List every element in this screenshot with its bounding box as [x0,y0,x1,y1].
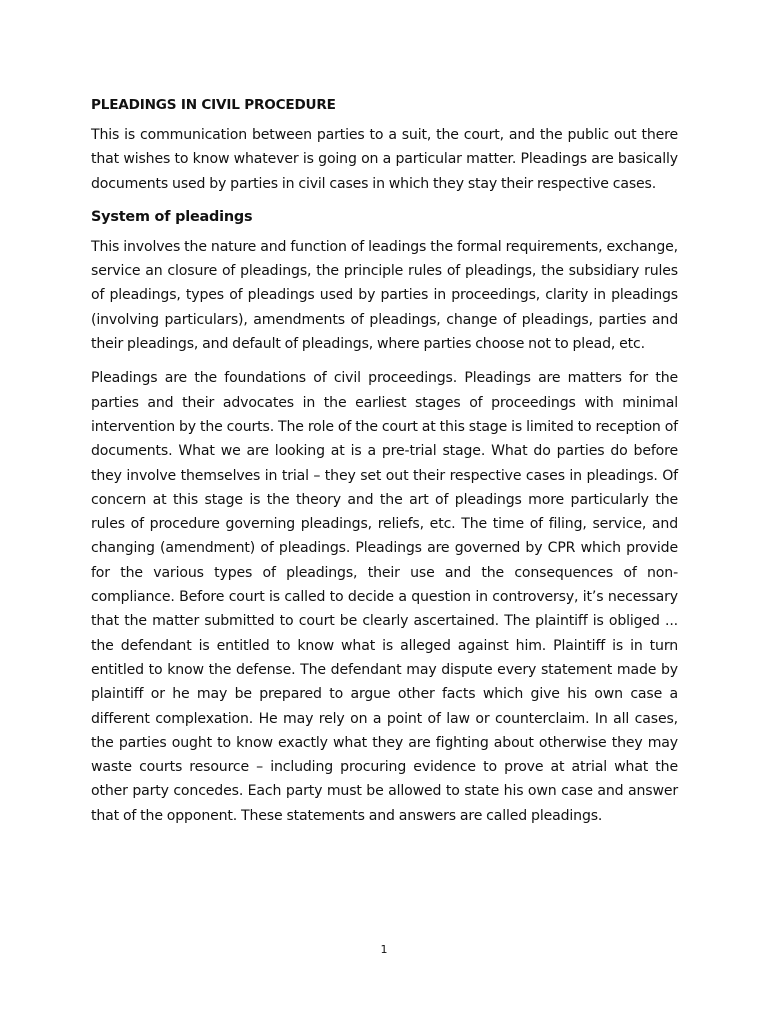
page-number: 1 [380,943,388,956]
document-title: PLEADINGS IN CIVIL PROCEDURE [91,97,336,113]
intro-paragraph: This is communication between parties to a suit, the court, and the public out there that wishes to know whatever is going on a particular matter. Pleadings are basically documents used by parties in civil cases in which they stay their respective cases. [91,127,678,192]
section-paragraph-2: Pleadings are the foundations of civil proceedings. Pleadings are matters for the parties and their advocates in the earliest stages of proceedings with minimal intervention by the courts. The role of the court at this stage is limited to reception of documents. What we are looking at is a pre-trial stage. What do parties do before they involve themselves in trial – they set out their respective cases in pleadings. Of concern at this stage is the theory and the art of pleadings more particularly the rules of procedure governing pleadings, reliefs, etc. The time of filing, service, and changing (amendment) of pleadings. Pleadings are governed by CPR which provide for the various types of pleadings, their use and the consequences of non-compliance. Before court is called to decide a question in controversy, it’s necessary that the matter submitted to court be clearly ascertained. The plaintiff is obliged ... the defendant is entitled to know what is alleged against him. Plaintiff is in turn entitled to know the defense. The defendant may dispute every statement made by plaintiff or he may be prepared to argue other facts which give his own case a different complexation. He may rely on a point of law or counterclaim. In all cases, the parties ought to know exactly what they are fighting about otherwise they may waste courts resource – including procuring evidence to prove at atrial what the other party concedes. Each party must be allowed to state his own case and answer that of the opponent. These statements and answers are called pleadings. [91,370,678,824]
section-heading: System of pleadings [91,208,253,225]
document-body [91,94,678,838]
section-paragraph-1: This involves the nature and function of leadings the formal requirements, exchange, service an closure of pleadings, the principle rules of pleadings, the subsidiary rules of pleadings, types of pleadings used by parties in proceedings, clarity in pleadings (involving particulars), amendments of pleadings, change of pleadings, parties and their pleadings, and default of pleadings, where parties choose not to plead, etc. [91,238,678,353]
